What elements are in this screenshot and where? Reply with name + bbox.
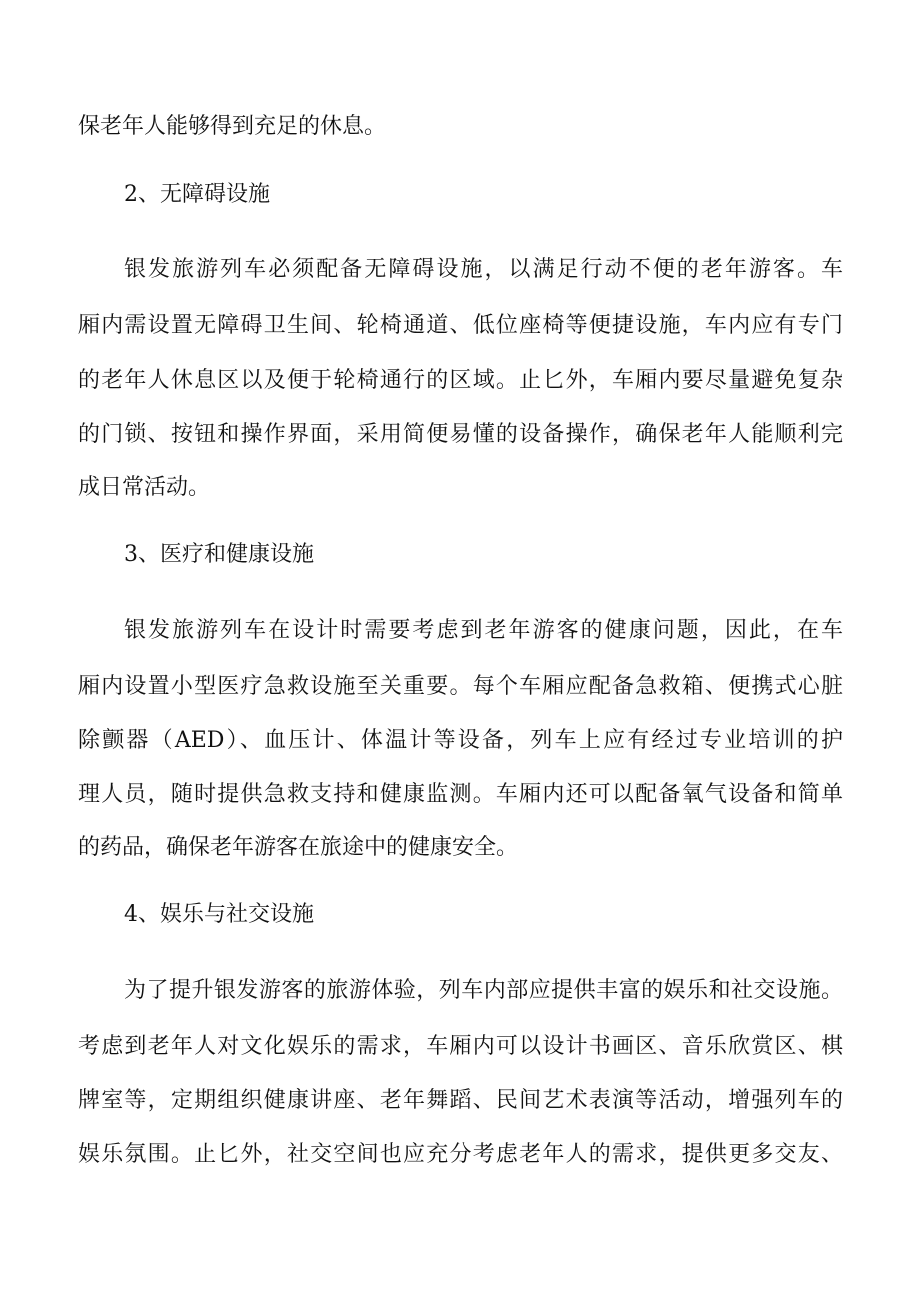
paragraph-line: 的药品，确保老年游客在旅途中的健康安全。 [78,835,519,860]
paragraph-line: 为了提升银发游客的旅游体验，列车内部应提供丰富的娱乐和社交设施。 [124,978,843,1003]
section-heading-3: 3、医疗和健康设施 [124,542,314,567]
paragraph-line: 的门锁、按钮和操作界面，采用简便易懂的设备操作，确保老年人能顺利完 [78,422,843,447]
paragraph-line: 保老年人能够得到充足的休息。 [78,114,387,139]
paragraph-line: 除颤器（AED）、血压计、体温计等设备，列车上应有经过专业培训的护 [78,728,843,753]
paragraph-line: 牌室等，定期组织健康讲座、老年舞蹈、民间艺术表演等活动，增强列车的 [78,1088,843,1113]
section-heading-4: 4、娱乐与社交设施 [124,902,314,927]
section-heading-2: 2、无障碍设施 [124,182,270,207]
paragraph-line: 成日常活动。 [78,475,211,500]
paragraph-line: 银发旅游列车在设计时需要考虑到老年游客的健康问题，因此，在车 [124,618,843,643]
paragraph-line: 考虑到老年人对文化娱乐的需求，车厢内可以设计书画区、音乐欣赏区、棋 [78,1034,843,1059]
paragraph-line: 厢内设置小型医疗急救设施至关重要。每个车厢应配备急救箱、便携式心脏 [78,674,843,699]
paragraph-line: 理人员，随时提供急救支持和健康监测。车厢内还可以配备氧气设备和简单 [78,782,843,807]
paragraph-line: 厢内需设置无障碍卫生间、轮椅通道、低位座椅等便捷设施，车内应有专门 [78,313,843,338]
paragraph-line: 的老年人休息区以及便于轮椅通行的区域。止匕外，车厢内要尽量避免复杂 [78,368,843,393]
paragraph-line: 银发旅游列车必须配备无障碍设施，以满足行动不便的老年游客。车 [124,257,843,282]
paragraph-line: 娱乐氛围。止匕外，社交空间也应充分考虑老年人的需求，提供更多交友、 [78,1142,843,1167]
